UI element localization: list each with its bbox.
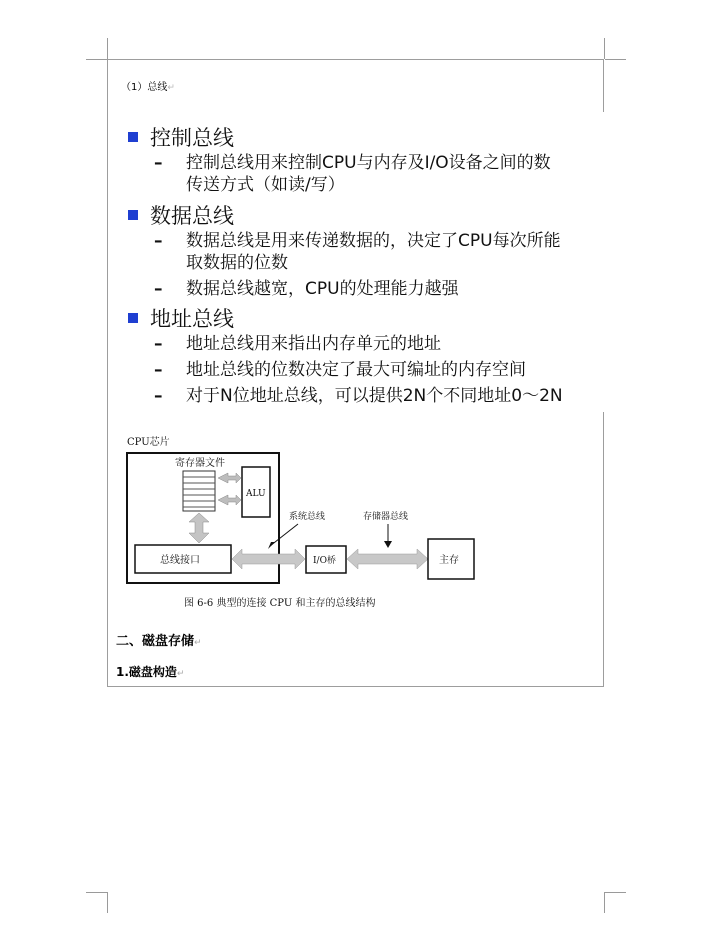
slide-sub-item [154, 359, 526, 381]
crop-mark-top-right-h [605, 59, 626, 60]
bullet-title: 地址总线 [150, 307, 234, 331]
slide-sub-item-cont [154, 252, 288, 274]
square-bullet-icon [128, 132, 138, 142]
slide-bullet-control-bus [118, 122, 234, 152]
small-heading-text: （1）总线 [121, 82, 168, 93]
cpu-chip-label: CPU芯片 [127, 437, 170, 448]
crop-mark-top-left-h [86, 59, 107, 60]
sub-item-text: 地址总线用来指出内存单元的地址 [186, 334, 441, 354]
square-bullet-icon [128, 210, 138, 220]
crop-mark-bottom-left-v [107, 892, 108, 913]
crop-mark-top-right-v [604, 38, 605, 59]
slide-sub-item [154, 152, 551, 174]
paragraph-mark: ↵ [194, 638, 202, 648]
sub-item-text: 地址总线的位数决定了最大可编址的内存空间 [186, 360, 526, 380]
bus-interface-label: 总线接口 [160, 555, 200, 566]
crop-mark-bottom-right-v [604, 892, 605, 913]
paragraph-mark: ↵ [176, 669, 185, 679]
alu-label: ALU [246, 489, 266, 499]
subsection-heading[interactable] [116, 663, 184, 680]
figure-caption: 图 6-6 典型的连接 CPU 和主存的总线结构 [184, 598, 376, 609]
square-bullet-icon [128, 313, 138, 323]
slide-sub-item [154, 278, 459, 300]
slide-sub-item-cont [154, 174, 345, 196]
slide-bullet-data-bus [118, 200, 234, 230]
memory-bus-label: 存储器总线 [363, 512, 409, 522]
dash-icon: – [154, 231, 163, 251]
bullet-title: 控制总线 [150, 126, 234, 150]
slide-bullet-address-bus [118, 303, 234, 333]
slide-image[interactable] [118, 112, 604, 412]
register-file-icon [183, 471, 215, 511]
crop-mark-top-left-v [107, 38, 108, 59]
bullet-title: 数据总线 [150, 204, 234, 228]
dash-icon: – [154, 386, 163, 406]
sub-item-text: 对于N位地址总线，可以提供2N个不同地址0～2N [186, 386, 563, 406]
register-bus-arrow [189, 513, 209, 543]
section-heading[interactable] [116, 630, 202, 649]
crop-mark-bottom-left-h [86, 892, 107, 893]
bus-structure-figure[interactable] [118, 432, 498, 617]
slide-sub-item [154, 333, 441, 355]
memory-bus-pointer-head [384, 541, 392, 548]
main-memory-label: 主存 [439, 555, 459, 566]
memory-bus-arrow [347, 549, 428, 569]
register-alu-arrows [218, 473, 241, 505]
sub-item-text: 取数据的位数 [186, 253, 288, 273]
sub-item-text: 数据总线是用来传递数据的，决定了CPU每次所能 [186, 231, 561, 251]
crop-mark-bottom-right-h [605, 892, 626, 893]
small-heading[interactable] [121, 78, 175, 93]
paragraph-mark: ↵ [167, 83, 175, 93]
subsection-heading-text: 1.磁盘构造 [116, 665, 177, 679]
system-bus-pointer-head [268, 542, 275, 549]
section-heading-text: 二、磁盘存储 [116, 634, 195, 649]
slide-sub-item [154, 385, 563, 407]
dash-icon: – [154, 153, 163, 173]
system-bus-arrow [232, 549, 305, 569]
register-file-label: 寄存器文件 [175, 458, 225, 469]
sub-item-text: 传送方式（如读/写） [186, 175, 345, 195]
dash-icon: – [154, 334, 163, 354]
slide-sub-item [154, 230, 561, 252]
dash-icon: – [154, 279, 163, 299]
sub-item-text: 控制总线用来控制CPU与内存及I/O设备之间的数 [186, 153, 551, 173]
dash-icon: – [154, 360, 163, 380]
sub-item-text: 数据总线越宽，CPU的处理能力越强 [186, 279, 459, 299]
io-bridge-label: I/O桥 [313, 556, 336, 566]
system-bus-label: 系统总线 [289, 512, 326, 522]
